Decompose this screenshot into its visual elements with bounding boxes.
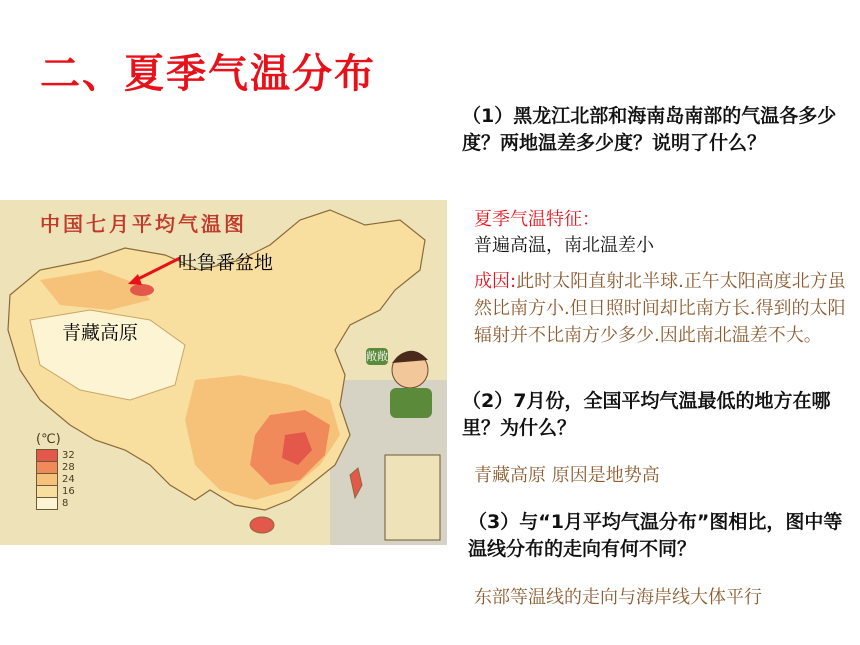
cause-label: 成因: xyxy=(474,271,517,292)
legend-row xyxy=(36,449,86,461)
cartoon-body xyxy=(390,388,432,418)
map-legend xyxy=(36,432,86,509)
legend-unit: (℃) xyxy=(36,432,61,447)
question-1 xyxy=(462,103,852,157)
question-1-text: （1）黑龙江北部和海南岛南部的气温各多少度？两地温差多少度？说明了什么？ xyxy=(462,105,837,154)
legend-rows xyxy=(36,449,86,509)
legend-value: 16 xyxy=(62,485,75,497)
legend-row xyxy=(36,461,86,473)
feature-text: 普遍高温，南北温差小 xyxy=(474,235,654,256)
question-2 xyxy=(462,388,852,442)
answer-2: 青藏高原 原因是地势高 xyxy=(474,465,660,486)
cause-text: 此时太阳直射北半球.正午太阳高度北方虽然比南方小.但日照时间却比南方长.得到的太阳辐射并不比南方少多少.因此南北温差不大。 xyxy=(474,271,846,346)
summer-feature-block xyxy=(474,207,854,259)
answer-3: 东部等温线的走向与海岸线大体平行 xyxy=(474,587,762,608)
china-july-temperature-map xyxy=(0,200,447,545)
turpan-basin-label: 吐鲁番盆地 xyxy=(178,252,274,274)
cause-block xyxy=(474,268,854,349)
slide-title: 二、夏季气温分布 xyxy=(40,51,376,97)
map-title: 中国七月平均气温图 xyxy=(40,212,247,236)
qinghai-tibet-label: 青藏高原 xyxy=(62,322,139,344)
legend-row xyxy=(36,485,86,497)
question-3 xyxy=(468,509,858,563)
legend-value: 32 xyxy=(62,449,75,461)
legend-row xyxy=(36,497,86,509)
cartoon-badge xyxy=(366,348,388,365)
south-sea-inset xyxy=(385,455,440,540)
legend-value: 28 xyxy=(62,461,75,473)
cartoon-badge-text: 敞敞 xyxy=(366,350,388,363)
question-2-text: （2）7月份，全国平均气温最低的地方在哪里？为什么？ xyxy=(462,390,831,439)
legend-swatch xyxy=(36,497,58,510)
legend-value: 8 xyxy=(62,497,69,509)
feature-heading: 夏季气温特征： xyxy=(474,209,600,230)
question-3-text: （3）与“1月平均气温分布”图相比，图中等温线分布的走向有何不同？ xyxy=(468,511,843,560)
turpan-basin xyxy=(130,284,154,296)
legend-row xyxy=(36,473,86,485)
hainan xyxy=(250,517,274,533)
legend-value: 24 xyxy=(62,473,75,485)
